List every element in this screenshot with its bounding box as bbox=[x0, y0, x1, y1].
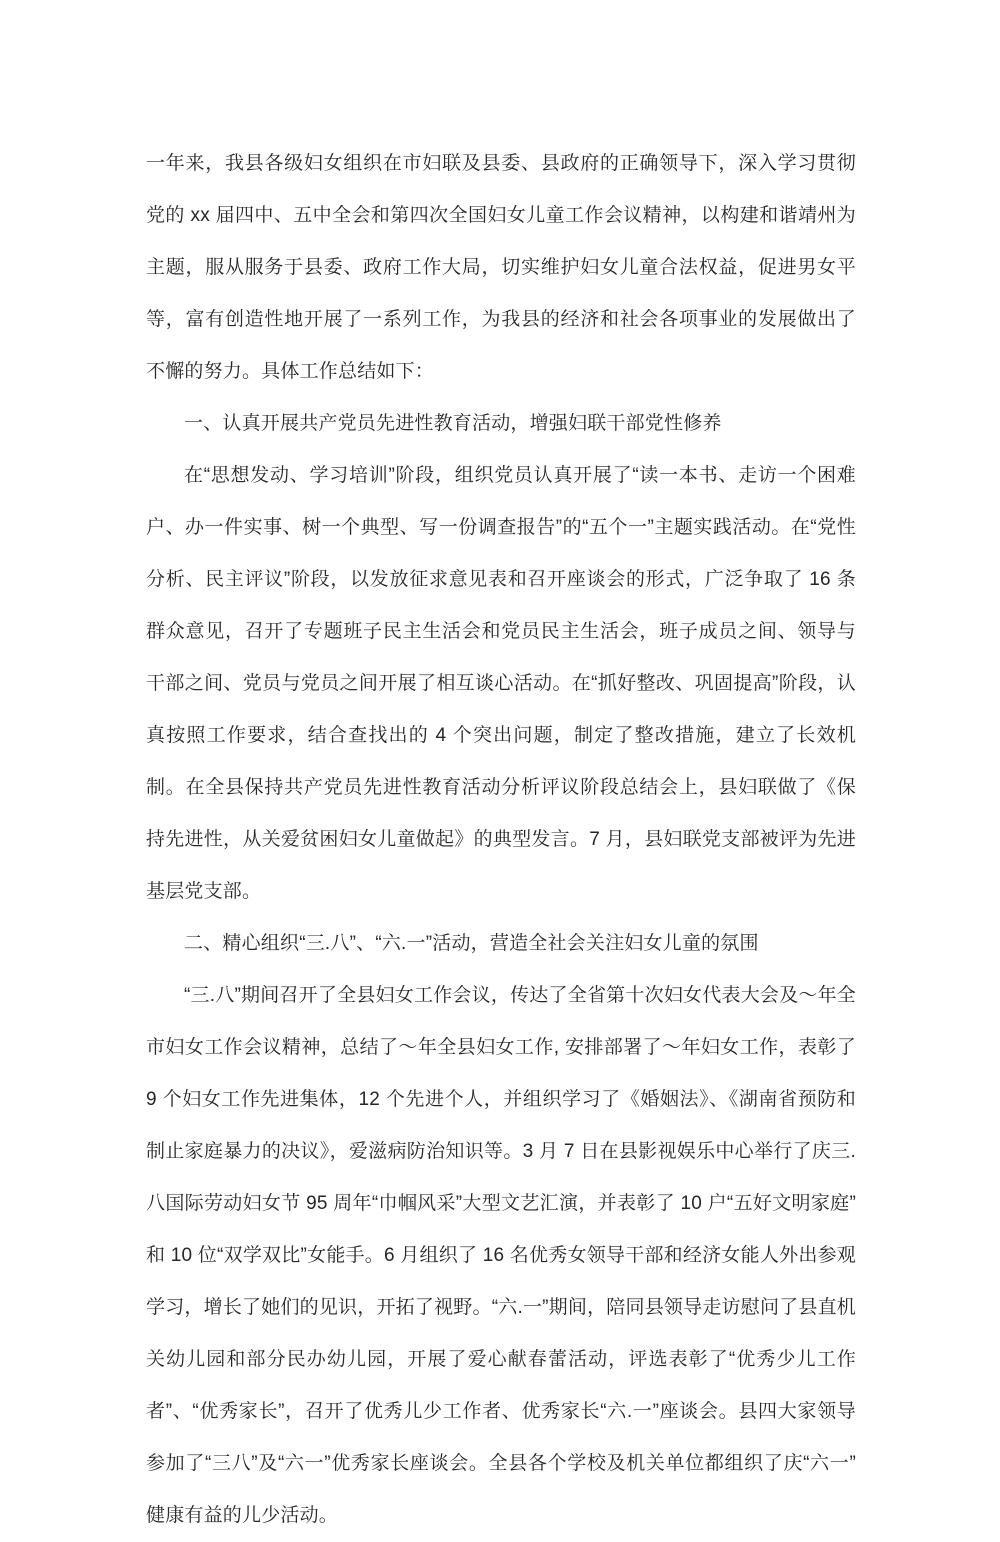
document-text-body bbox=[146, 138, 856, 1542]
paragraph-section-two-body: “三.八”期间召开了全县妇女工作会议，传达了全省第十次妇女代表大会及～年全市妇女工作会议精神，总结了～年全县妇女工作, 安排部署了～年妇女工作，表彰了 9 个妇女工作先进集体，12 个先进个人，并组织学习了《婚姻法》、《湖南省预防和制止家庭暴力的决议》，爱滋病防治知识等。3 月 7 日在县影视娱乐中心举行了庆三.八国际劳动妇女节 95 周年“巾帼风采”大型文艺汇演，并表彰了 10 户“五好文明家庭”和 10 位“双学双比”女能手。6 月组织了 16 名优秀女领导干部和经济女能人外出参观学习，增长了她们的见识，开拓了视野。“六.一”期间，陪同县领导走访慰问了县直机关幼儿园和部分民办幼儿园，开展了爱心献春蕾活动，评选表彰了“优秀少儿工作者”、“优秀家长”，召开了优秀儿少工作者、优秀家长“六.一”座谈会。县四大家领导参加了“三八”及“六一”优秀家长座谈会。全县各个学校及机关单位都组织了庆“六一”健康有益的儿少活动。 bbox=[146, 985, 856, 1526]
paragraph-section-one-body: 在“思想发动、学习培训”阶段，组织党员认真开展了“读一本书、走访一个困难户、办一件实事、树一个典型、写一份调查报告”的“五个一”主题实践活动。在“党性分析、民主评议”阶段，以发放征求意见表和召开座谈会的形式，广泛争取了 16 条群众意见，召开了专题班子民主生活会和党员民主生活会，班子成员之间、领导与干部之间、党员与党员之间开展了相互谈心活动。在“抓好整改、巩固提高”阶段，认真按照工作要求，结合查找出的 4 个突出问题，制定了整改措施，建立了长效机制。在全县保持共产党员先进性教育活动分析评议阶段总结会上，县妇联做了《保持先进性，从关爱贫困妇女儿童做起》的典型发言。7 月，县妇联党支部被评为先进基层党支部。 bbox=[146, 465, 856, 902]
heading-section-one: 一、认真开展共产党员先进性教育活动，增强妇联干部党性修养 bbox=[184, 413, 722, 434]
heading-section-two: 二、精心组织“三.八”、“六.一”活动，营造全社会关注妇女儿童的氛围 bbox=[184, 933, 759, 954]
paragraph-opening: 一年来，我县各级妇女组织在市妇联及县委、县政府的正确领导下，深入学习贯彻党的 xx 届四中、五中全会和第四次全国妇女儿童工作会议精神，以构建和谐靖州为主题，服从服务于县委、政府工作大局，切实维护妇女儿童合法权益，促进男女平等，富有创造性地开展了一系列工作，为我县的经济和社会各项事业的发展做出了不懈的努力。具体工作总结如下： bbox=[146, 153, 856, 382]
